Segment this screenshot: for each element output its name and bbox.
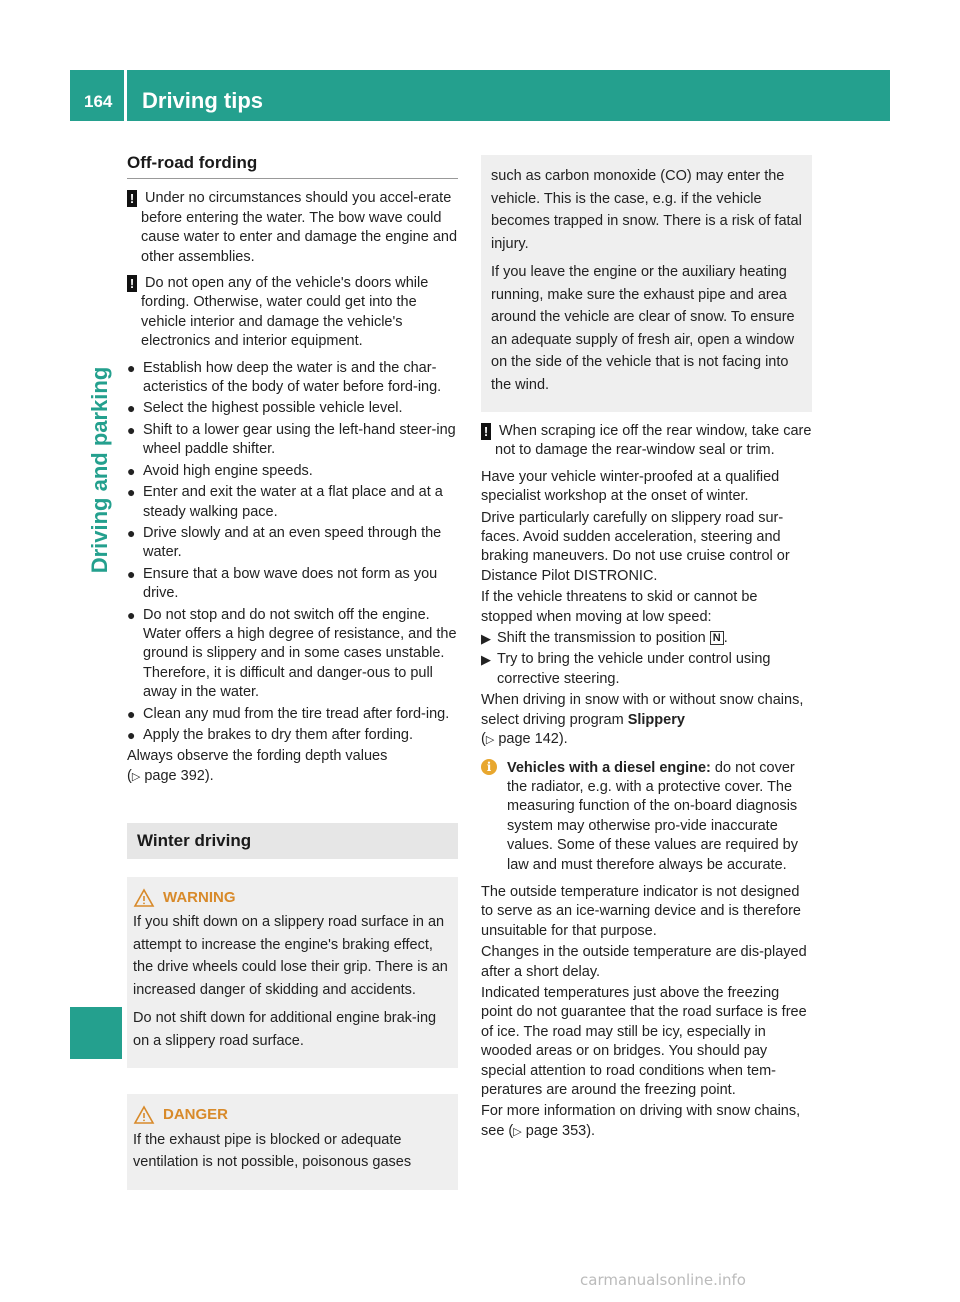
page-ref-link[interactable]: page 142). [498,731,568,748]
bullet-icon: ● [127,421,136,438]
list-item: ● Select the highest possible vehicle level. [127,399,458,418]
program-name: Slippery [627,711,685,728]
section-heading-fording: Off-road fording [127,140,458,179]
page-title: Driving tips [142,88,264,113]
bullet-icon: ● [127,484,136,501]
bullet-icon: ● [127,565,136,582]
left-column [127,140,458,1216]
page-ref-icon: ▷ [485,734,495,747]
side-tab-marker [70,1007,122,1059]
bullet-icon: ● [127,400,136,417]
fording-depth-text: Always observe the fording depth values (▷ page 392). [127,748,388,784]
list-item: ● Shift to a lower gear using the left-hand steer-ing wheel paddle shifter. [127,421,456,458]
danger-text: If you leave the engine or the auxiliary heating running, make sure the exhaust pipe and area around the vehicle are clear of snow. To ensure an adequate supply of fresh air, open a window on the side of the vehicle that is not facing into the wind. [491,264,795,393]
danger-text: If the exhaust pipe is blocked or adequate ventilation is not possible, poisonous gases [133,1131,412,1171]
header-divider [124,70,127,121]
watermark: carmanualsonline.info [580,1271,746,1289]
bullet-icon: ● [127,726,136,743]
info-icon: i [481,759,497,775]
list-item: ● Drive slowly and at an even speed through the water. [127,524,442,561]
page-number: 164 [84,92,113,111]
note-item: ! When scraping ice off the rear window, take care not to damage the rear-window seal or trim. [481,422,812,461]
fording-bullet-list [127,359,458,746]
list-item: ● Establish how deep the water is and the char-acteristics of the body of water before ford-ing. [127,359,442,396]
paragraph: If the vehicle threatens to skid or cannot be stopped when moving at low speed: [481,589,758,625]
page-ref-icon: ▷ [513,1125,522,1138]
warning-text: If you shift down on a slippery road surface in an attempt to increase the engine's braking effect, the drive wheels could lose their grip. There is an increased danger of skidding and accidents. [133,914,448,998]
paragraph: For more information on driving with snow chains, see (▷ page 353). [481,1103,801,1139]
paragraph: Drive particularly carefully on slippery road sur-faces. Avoid sudden acceleration, steering and braking maneuvers. Do not use cruise control or Distance Pilot DISTRONIC. [481,509,790,584]
warning-box [127,877,458,1069]
warning-triangle-icon [133,1105,155,1125]
exclamation-icon: ! [127,190,137,207]
danger-box-continued [481,155,812,412]
step-item: ▶ Shift the transmission to position N . [481,629,812,648]
bullet-icon: ● [127,524,136,541]
bullet-icon: ● [127,606,136,623]
note-item: ! Do not open any of the vehicle's doors while fording. Otherwise, water could get into the vehicle interior and damage the vehicle's electronics and interior equipment. [127,274,458,352]
warning-text: Do not shift down for additional engine brak-ing on a slippery road surface. [133,1010,437,1049]
arrow-right-icon: ▶ [481,631,491,647]
paragraph: Have your vehicle winter-proofed at a qualified specialist workshop at the onset of winter. [481,468,780,505]
bullet-icon: ● [127,705,136,722]
step-item: ▶ Try to bring the vehicle under control using corrective steering. [481,651,771,687]
paragraph: The outside temperature indicator is not designed to serve as an ice-warning device and is therefore unsuitable for that purpose. [481,883,801,939]
list-item: ● Avoid high engine speeds. [127,462,458,481]
side-tab-label: Driving and parking [87,366,112,574]
info-item: i Vehicles with a diesel engine: do not cover the radiator, e.g. with a protective cover. The measuring function of the on-board diagnosis system may otherwise pro-vide inaccurate values. Some of these values are required by law and must therefore always be accurate. [481,759,812,875]
exclamation-icon: ! [127,275,137,292]
gear-position-n: N [710,631,724,645]
page-ref-link[interactable]: page 392). [144,767,214,784]
danger-box [127,1094,458,1190]
danger-text: such as carbon monoxide (CO) may enter the vehicle. This is the case, e.g. if the vehicle becomes trapped in snow. There is a risk of fatal injury. [491,168,802,252]
list-item: ● Ensure that a bow wave does not form as you drive. [127,565,438,602]
warning-label: WARNING [163,888,236,906]
bullet-icon: ● [127,359,136,376]
section-heading-winter: Winter driving [127,823,458,858]
page-ref-icon: ▷ [131,770,141,783]
note-item: ! Under no circumstances should you accel-erate before entering the water. The bow wave could cause water to enter and damage the engine and other assemblies. [127,189,458,267]
exclamation-icon: ! [481,423,491,440]
list-item: ● Clean any mud from the tire tread after ford-ing. [127,705,458,724]
page-ref-link[interactable]: page 353). [525,1122,596,1139]
bullet-icon: ● [127,462,136,479]
warning-triangle-icon [133,888,155,908]
list-item: ● Apply the brakes to dry them after fording. [127,726,458,745]
right-column [481,155,812,1144]
list-item: ● Enter and exit the water at a flat place and at a steady walking pace. [127,484,443,520]
paragraph: When driving in snow with or without snow chains, select driving program Slippery (▷ page 142). [481,692,804,748]
list-item: ● Do not stop and do not switch off the engine. Water offers a high degree of resistance, and the ground is slippery and in some cases unstable. Therefore, it is difficult and danger-ous to pull away in the water. [127,606,457,701]
danger-label: DANGER [163,1106,229,1124]
paragraph: Changes in the outside temperature are dis-played after a short delay. [481,944,807,980]
arrow-right-icon: ▶ [481,652,491,668]
paragraph: Indicated temperatures just above the freezing point do not guarantee that the road surface is free of ice. The road may still be icy, especially in wooded areas or on bridges. You should pay special attention to road conditions when tem-peratures are around the freezing point. [481,984,807,1098]
